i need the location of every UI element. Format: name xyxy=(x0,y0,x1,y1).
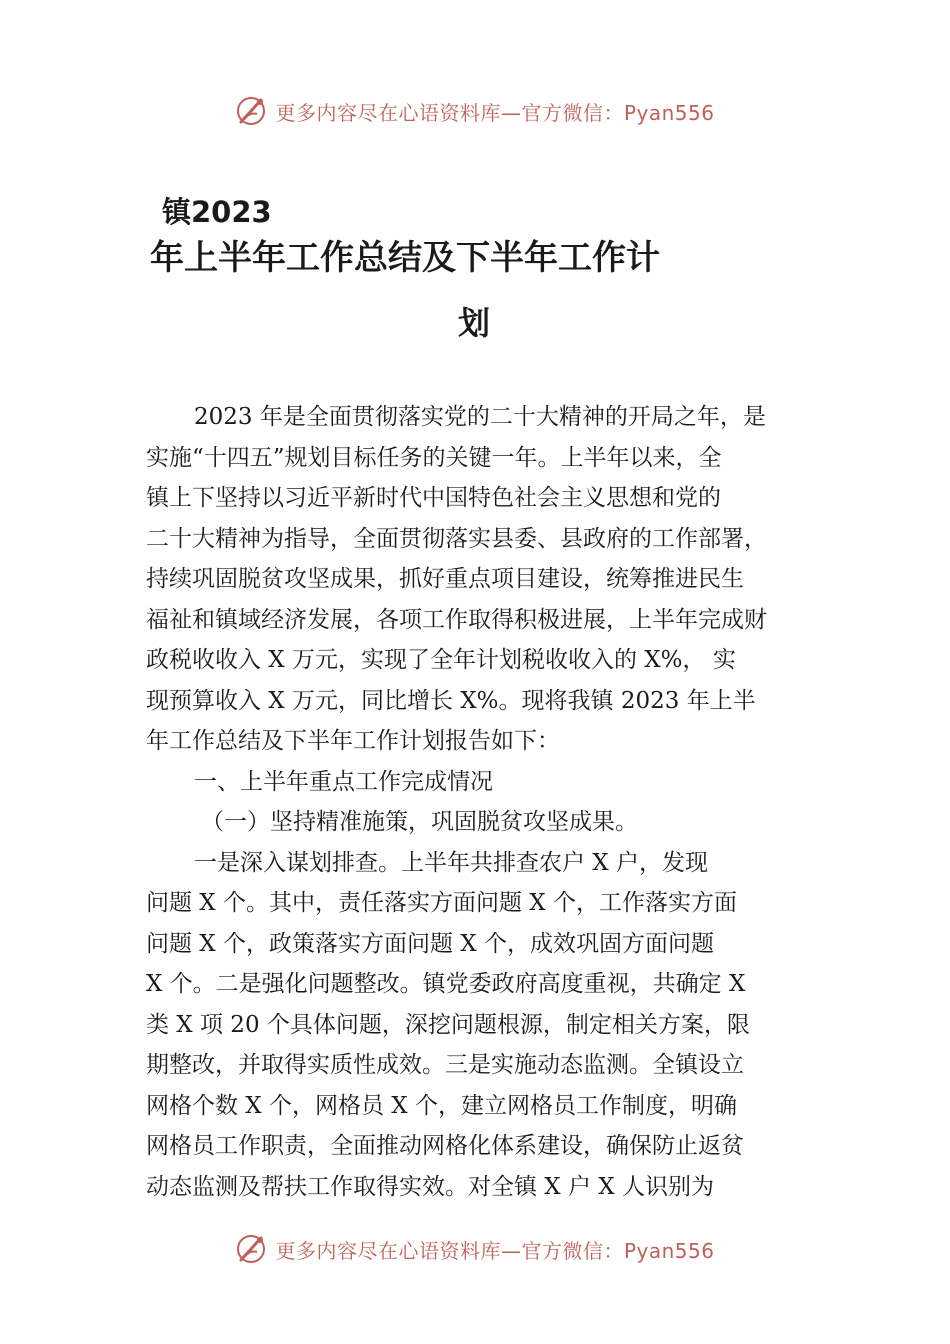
watermark-text: 更多内容尽在心语资料库—官方微信：Pyan556 xyxy=(275,1238,715,1263)
body-line: 二十大精神为指导，全面贯彻落实县委、县政府的工作部署， xyxy=(146,525,767,552)
body-line: 镇上下坚持以习近平新时代中国特色社会主义思想和党的 xyxy=(146,485,721,511)
body-line: 类 X 项 20 个具体问题，深挖问题根源，制定相关方案，限 xyxy=(146,1011,750,1038)
body-line: 网格个数 X 个，网格员 X 个，建立网格员工作制度，明确 xyxy=(146,1092,737,1119)
body-line: 问题 X 个。其中，责任落实方面问题 X 个，工作落实方面 xyxy=(146,890,737,916)
body-line: 福祉和镇域经济发展，各项工作取得积极进展，上半年完成财 xyxy=(146,606,767,633)
body-line: 2023 年是全面贯彻落实党的二十大精神的开局之年，是 xyxy=(194,404,766,430)
document-body xyxy=(146,397,816,1207)
section-heading: 一、上半年重点工作完成情况 xyxy=(194,768,493,795)
body-line: 网格员工作职责，全面推动网格化体系建设，确保防止返贫 xyxy=(146,1133,744,1159)
title-line-1: 镇2023 xyxy=(162,195,272,229)
body-line: X 个。二是强化问题整改。镇党委政府高度重视，共确定 X xyxy=(146,971,746,997)
title-line-2: 年上半年工作总结及下半年工作计 xyxy=(150,238,660,278)
body-line: 期整改，并取得实质性成效。三是实施动态监测。全镇设立 xyxy=(146,1052,744,1078)
body-line: 实施“十四五”规划目标任务的关键一年。上半年以来，全 xyxy=(146,444,722,471)
brush-logo-icon xyxy=(235,94,269,128)
body-line: 年工作总结及下半年工作计划报告如下： xyxy=(146,728,560,754)
body-line: 政税收收入 X 万元，实现了全年计划税收收入的 X%， 实 xyxy=(146,647,736,673)
body-line: 一是深入谋划排查。上半年共排查农户 X 户，发现 xyxy=(194,849,708,876)
body-line: 动态监测及帮扶工作取得实效。对全镇 X 户 X 人识别为 xyxy=(146,1173,714,1200)
brush-logo-icon xyxy=(235,1232,269,1266)
body-line: 问题 X 个，政策落实方面问题 X 个，成效巩固方面问题 xyxy=(146,930,714,957)
watermark-footer xyxy=(0,1232,950,1266)
watermark-header xyxy=(0,94,950,128)
subsection-heading: （一）坚持精准施策，巩固脱贫攻坚成果。 xyxy=(201,809,638,835)
body-line: 持续巩固脱贫攻坚成果，抓好重点项目建设，统筹推进民生 xyxy=(146,566,744,592)
title-line-3: 划 xyxy=(458,304,491,342)
body-line: 现预算收入 X 万元，同比增长 X%。现将我镇 2023 年上半 xyxy=(146,687,756,714)
watermark-text: 更多内容尽在心语资料库—官方微信：Pyan556 xyxy=(275,100,715,125)
